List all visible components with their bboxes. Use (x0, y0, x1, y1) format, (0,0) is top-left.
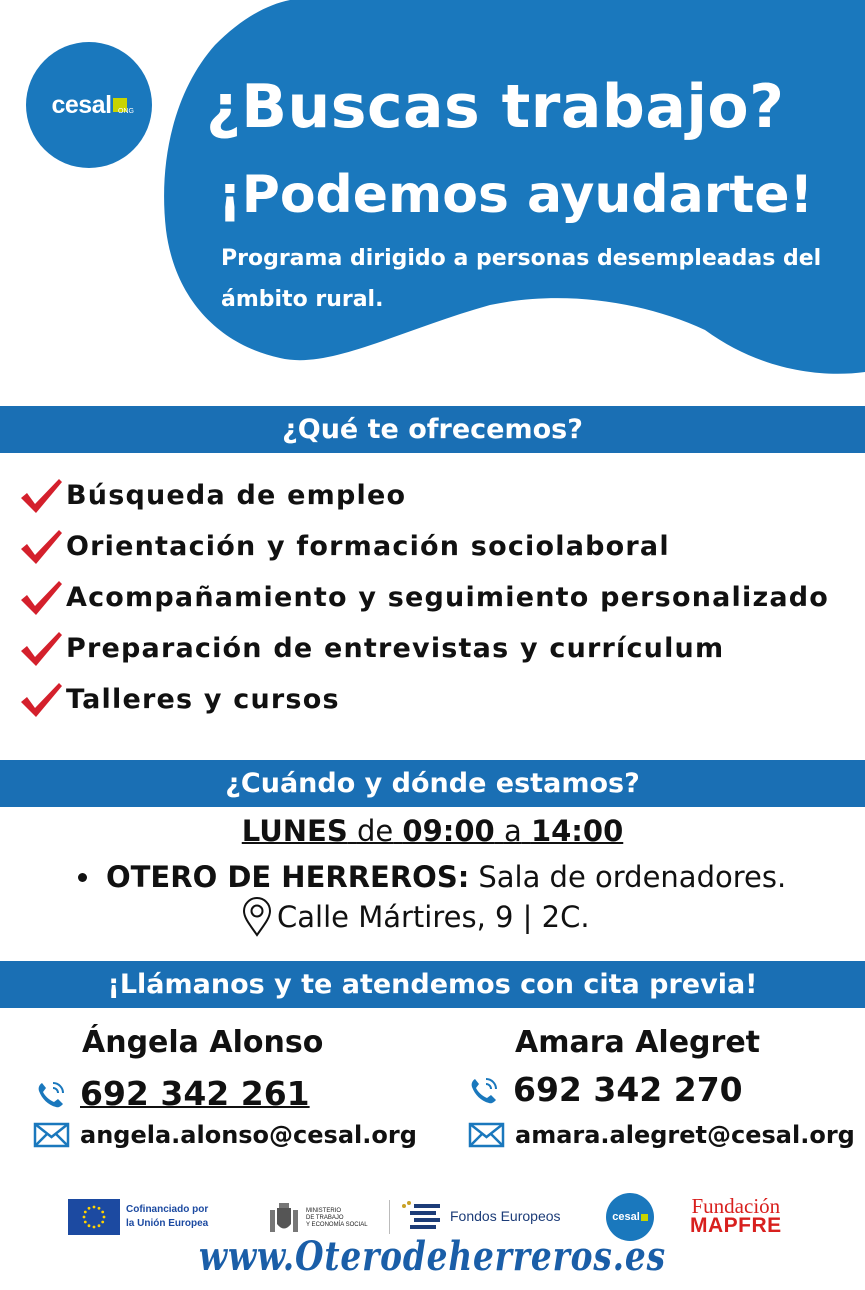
logo-ong-text: ONG (118, 108, 134, 115)
fundacion-mapfre-logo (690, 1196, 782, 1236)
contact-name: Ángela Alonso (82, 1025, 324, 1060)
address-line (240, 897, 590, 937)
contact-name: Amara Alegret (515, 1025, 761, 1060)
phone-number[interactable]: 692 342 261 (80, 1074, 310, 1113)
ministry-line-1: MINISTERIO (306, 1207, 342, 1214)
schedule-line (0, 814, 865, 848)
program-description: Programa dirigido a personas desempleadas del ámbito rural. (221, 246, 822, 312)
offer-item (18, 674, 829, 725)
bullet-dot (78, 873, 87, 882)
cesal-logo (26, 42, 152, 168)
phone-row (34, 1074, 310, 1113)
schedule-end: 14:00 (530, 814, 624, 848)
page-title: ¿Buscas trabajo? (206, 72, 785, 142)
email-row (468, 1121, 855, 1149)
offer-item (18, 470, 829, 521)
fondos-europeos-logo (400, 1200, 561, 1232)
eu-flag-icon (68, 1199, 120, 1235)
checkmark-icon (18, 476, 64, 516)
phone-row (467, 1070, 743, 1109)
location-line (78, 860, 786, 894)
schedule-from-word: de (356, 814, 394, 848)
logo-text: cesal (51, 90, 112, 119)
eu-line-2: la Unión Europea (126, 1218, 209, 1229)
offer-item-label: Acompañamiento y seguimiento personalizado (66, 582, 830, 613)
offer-item-label: Búsqueda de empleo (66, 480, 407, 511)
map-pin-icon (240, 897, 274, 937)
phone-icon (34, 1079, 68, 1109)
envelope-icon (468, 1122, 505, 1148)
ministry-line-3: Y ECONOMÍA SOCIAL (306, 1221, 368, 1228)
cesal-small-text: cesal (612, 1211, 640, 1223)
offer-item (18, 623, 829, 674)
schedule-start: 09:00 (402, 814, 495, 848)
eu-cofinanced-logo (68, 1199, 226, 1235)
fondos-europeos-icon (400, 1200, 444, 1232)
email-address[interactable]: amara.alegret@cesal.org (515, 1121, 855, 1149)
checkmark-icon (18, 680, 64, 720)
schedule-to-word: a (503, 814, 522, 848)
phone-number[interactable]: 692 342 270 (513, 1070, 743, 1109)
offer-list (18, 470, 829, 725)
contact-heading: ¡Llámanos y te atendemos con cita previa! (0, 961, 865, 1008)
sponsor-divider (389, 1200, 390, 1234)
fondos-europeos-text: Fondos Europeos (450, 1208, 561, 1224)
location-name: OTERO DE HERREROS: (106, 860, 470, 894)
eu-cofinanced-text (126, 1203, 226, 1231)
where-heading: ¿Cuándo y dónde estamos? (0, 760, 865, 807)
offer-item (18, 572, 829, 623)
mapfre-bottom-text: MAPFRE (690, 1214, 782, 1237)
offer-item-label: Orientación y formación sociolaboral (66, 531, 670, 562)
checkmark-icon (18, 629, 64, 669)
offer-item-label: Talleres y cursos (66, 684, 340, 715)
checkmark-icon (18, 527, 64, 567)
mapfre-text (690, 1196, 782, 1236)
offer-item (18, 521, 829, 572)
ministry-line-2: DE TRABAJO (306, 1214, 344, 1221)
mapfre-top-text: Fundación (691, 1194, 781, 1218)
ministry-logo (266, 1200, 376, 1236)
website-link[interactable]: www.Oterodeherreros.es (198, 1233, 666, 1280)
eu-line-1: Cofinanciado por (126, 1204, 209, 1215)
checkmark-icon (18, 578, 64, 618)
offer-item-label: Preparación de entrevistas y currículum (66, 633, 725, 664)
location-detail: Sala de ordenadores. (478, 860, 787, 894)
envelope-icon (33, 1122, 70, 1148)
spain-coat-of-arms-icon (266, 1200, 302, 1236)
schedule-day: LUNES (241, 814, 348, 848)
email-address[interactable]: angela.alonso@cesal.org (80, 1121, 417, 1149)
phone-icon (467, 1075, 501, 1105)
email-row (33, 1121, 417, 1149)
address-text: Calle Mártires, 9 | 2C. (277, 900, 590, 934)
page-subtitle: ¡Podemos ayudarte! (218, 165, 814, 225)
offer-heading: ¿Qué te ofrecemos? (0, 406, 865, 453)
ministry-text (306, 1208, 376, 1229)
